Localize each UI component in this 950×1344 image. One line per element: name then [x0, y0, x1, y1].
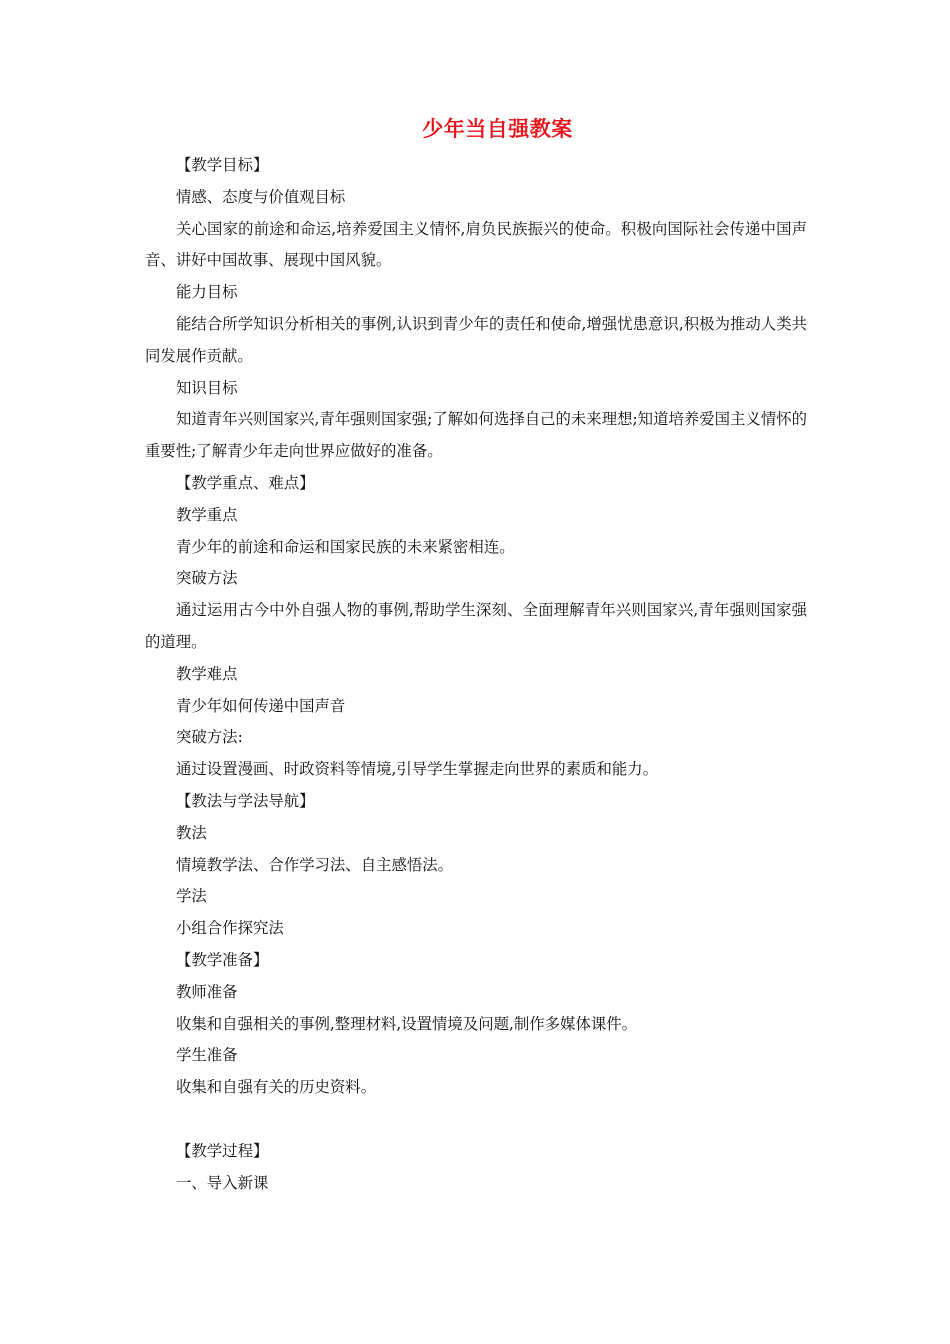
paragraph: 教法 — [176, 823, 207, 842]
paragraph: 青少年如何传递中国声音 — [176, 696, 346, 715]
paragraph: 收集和自强有关的历史资料。 — [176, 1078, 377, 1097]
paragraph: 突破方法 — [176, 569, 238, 588]
paragraph: 教学难点 — [176, 664, 238, 683]
blank-line — [145, 1104, 807, 1136]
paragraph: 情感、态度与价值观目标 — [176, 187, 346, 206]
document-title: 少年当自强教案 — [422, 117, 573, 141]
paragraph: 能结合所学知识分析相关的事例,认识到青少年的责任和使命,增强忧患意识,积极为推动人类共同发展作贡献。 — [145, 314, 807, 365]
paragraph: 能力目标 — [176, 283, 238, 302]
paragraph: 关心国家的前途和命运,培养爱国主义情怀,肩负民族振兴的使命。积极向国际社会传递中国声音、讲好中国故事、展现中国风貌。 — [145, 219, 807, 270]
paragraph: 【教学过程】 — [176, 1141, 269, 1160]
paragraph: 通过设置漫画、时政资料等情境,引导学生掌握走向世界的素质和能力。 — [176, 760, 659, 779]
paragraph: 小组合作探究法 — [176, 919, 284, 938]
paragraph: 突破方法: — [176, 728, 243, 747]
document-body — [145, 150, 807, 1199]
paragraph: 一、导入新课 — [176, 1173, 269, 1192]
paragraph: 教学重点 — [176, 505, 238, 524]
paragraph: 【教法与学法导航】 — [176, 791, 315, 810]
paragraph: 情境教学法、合作学习法、自主感悟法。 — [176, 855, 454, 874]
paragraph: 通过运用古今中外自强人物的事例,帮助学生深刻、全面理解青年兴则国家兴,青年强则国家强的道理。 — [145, 601, 807, 651]
paragraph: 【教学准备】 — [176, 950, 269, 969]
paragraph: 教师准备 — [176, 982, 238, 1001]
paragraph: 青少年的前途和命运和国家民族的未来紧密相连。 — [176, 537, 515, 556]
paragraph: 知识目标 — [176, 378, 238, 397]
paragraph: 【教学目标】 — [176, 156, 269, 174]
paragraph: 【教学重点、难点】 — [176, 473, 315, 492]
paragraph: 知道青年兴则国家兴,青年强则国家强;了解如何选择自己的未来理想;知道培养爱国主义情怀的重要性;了解青少年走向世界应做好的准备。 — [145, 410, 807, 461]
paragraph: 学法 — [176, 887, 207, 906]
paragraph: 收集和自强相关的事例,整理材料,设置情境及问题,制作多媒体课件。 — [176, 1014, 638, 1033]
paragraph: 学生准备 — [176, 1046, 238, 1065]
